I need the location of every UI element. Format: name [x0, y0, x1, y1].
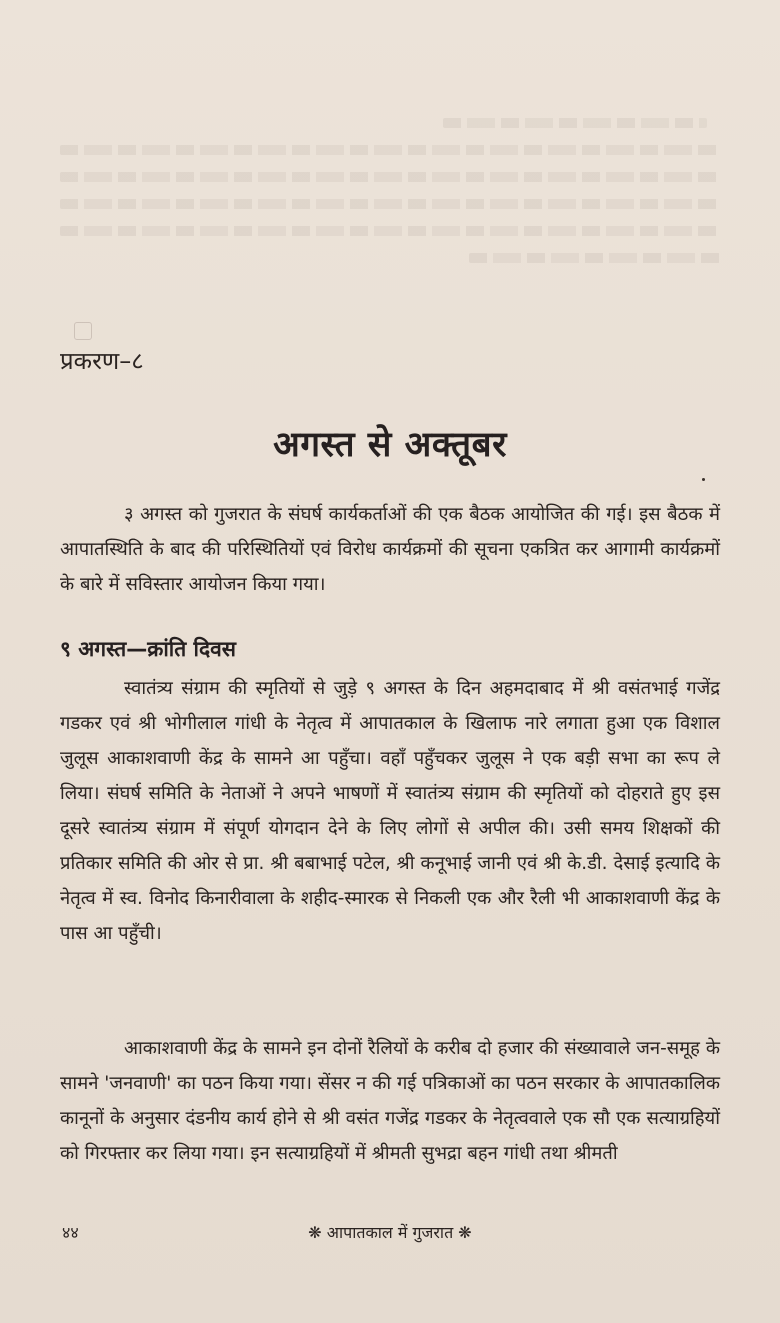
bleed-through-mark	[74, 322, 92, 340]
running-footer-title: ❋ आपातकाल में गुजरात ❋	[308, 1223, 472, 1242]
page-number: ४४	[62, 1223, 79, 1242]
body-paragraph-2: आकाशवाणी केंद्र के सामने इन दोनों रैलियों के करीब दो हजार की संख्यावाले जन-समूह के सामने 'जनवाणी' का पठन किया गया। सेंसर न की गई पत्रिकाओं का पठन सरकार के आपातकालिक कानूनों के अनुसार दंडनीय कार्य होने से श्री वसंत गजेंद्र गडकर के नेतृत्ववाले एक सौ एक सत्याग्रहियों को गिरफ्तार कर लिया गया। इन सत्याग्रहियों में श्रीमती सुभद्रा बहन गांधी तथा श्रीमती	[60, 1038, 720, 1164]
section-heading: ९ अगस्त—क्रांति दिवस	[60, 637, 236, 661]
bleed-through-text	[60, 118, 720, 280]
body-paragraph-1: स्वातंत्र्य संग्राम की स्मृतियों से जुड़े ९ अगस्त के दिन अहमदाबाद में श्री वसंतभाई गजेंद्र गडकर एवं श्री भोगीलाल गांधी के नेतृत्व में आपातकाल के खिलाफ नारे लगाता हुआ एक विशाल जुलूस आकाशवाणी केंद्र के सामने आ पहुँचा। वहाँ पहुँचकर जुलूस ने एक बड़ी सभा का रूप ले लिया। संघर्ष समिति के नेताओं ने अपने भाषणों में स्वातंत्र्य संग्राम की स्मृतियों को दोहराते हुए इस दूसरे स्वातंत्र्य संग्राम में संपूर्ण योगदान देने के लिए लोगों से अपील की। उसी समय शिक्षकों की प्रतिकार समिति की ओर से प्रा. श्री बबाभाई पटेल, श्री कनूभाई जानी एवं श्री के.डी. देसाई इत्यादि के नेतृत्व में स्व. विनोद किनारीवाला के शहीद-स्मारक से निकली एक और रैली भी आकाशवाणी केंद्र के पास आ पहुँची।	[60, 678, 720, 944]
print-speck	[702, 478, 705, 481]
chapter-title: अगस्त से अक्तूबर	[273, 425, 507, 465]
intro-paragraph: ३ अगस्त को गुजरात के संघर्ष कार्यकर्ताओं की एक बैठक आयोजित की गई। इस बैठक में आपातस्थिति के बाद की परिस्थितियों एवं विरोध कार्यक्रमों की सूचना एकत्रित कर आगामी कार्यक्रमों के बारे में सविस्तार आयोजन किया गया।	[60, 504, 720, 595]
chapter-label: प्रकरण–८	[60, 347, 144, 375]
